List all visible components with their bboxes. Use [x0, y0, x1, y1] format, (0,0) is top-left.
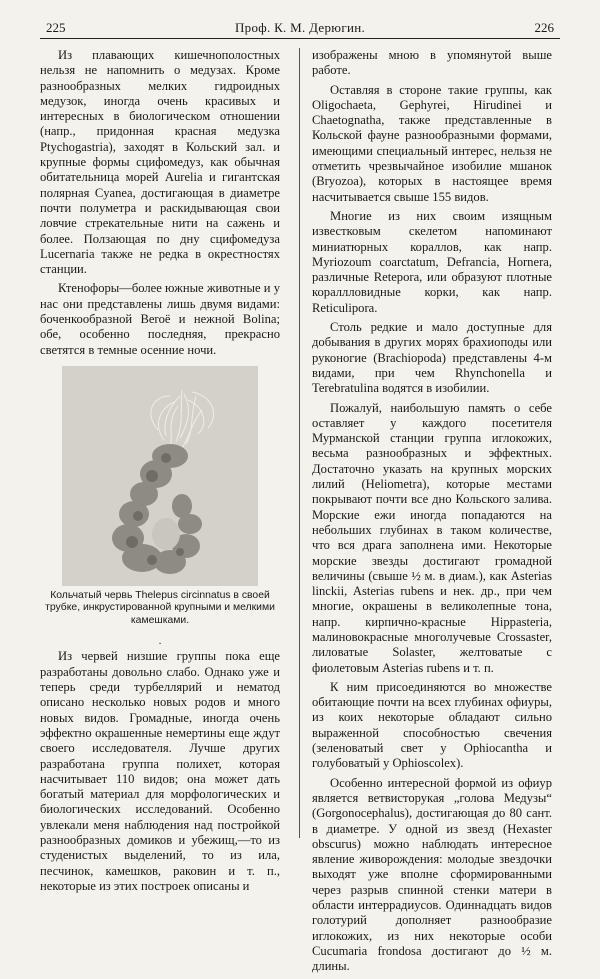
- paragraph-bryozoa: Оставляя в стороне такие группы, как Oligochaeta, Gephyrei, Hirudinei и Chaetognatha, также представленные в Кольской фауне разнообразными формами, имеющими специальный интерес, нельзя не отметить чрезвычайное изобилие мшанок (Bryozoa), которых в настоящее время насчитывается свыше 155 видов.: [312, 82, 552, 204]
- paragraph-gorgonocephalus: Особенно интересной формой из офиур является ветвисторукая „голова Медузы“ (Gorgonocephalus), достигающая до 80 сант. в диаметре. У одной из звезд (Hexaster obscurus) можно наблюдать интересное явление живорождения: молодые звездочки выходят уже вполне сформированными через разрыв спинной стенки матери в области интеррадиусов. Одиннадцать видов голотурий дополняет разнообразие иглокожих, из них некоторые особи Cucumaria frondosa достигают до ½ м. длины.: [312, 775, 552, 974]
- paragraph-skeleton: Многие из них своим изящным известковым скелетом напоминают миниатюрных кораллов, как напр. Myriozoum coarctatum, Defrancia, Hornera, различные Retepora, или образуют плотные кораллловидные корки, как напр. Reticulipora.: [312, 208, 552, 315]
- separator-dot: ·: [158, 639, 162, 651]
- paragraph-ctenophores: Ктенофоры—более южные животные и у нас они представлены лишь двумя видами: боченкообразной Beroë и нежной Bolina; обе, особенно последняя, прекрасно светятся в темные осенние ночи.: [40, 281, 280, 357]
- paragraph-worms: Из червей низшие группы пока еще разработаны довольно слабо. Однако уже и теперь среди турбеллярий и нематод описано несколько новых родов и много новых видов. Громадные, иногда очень эффектно окрашенные немертины еще ждут своего исследователя. Лучше других разработана группа полихет, которая насчитывает 110 видов; она может дать богатый материал для морфологических и биологических исследований. Особенно увлекали меня наблюдения над постройкой разнообразных домиков и убежищ,—то из студенистых выделений, то из ила, песчинок, камешков, раковин и т. п., некоторые из этих построек описаны и: [40, 649, 280, 893]
- left-column: [40, 48, 280, 898]
- paragraph-ophiuroids: К ним присоединяются во множестве обитающие почти на всех глубинах офиуры, из коих некоторые обладают сильно выраженной способностью свечения (зеленоватый свет у Ophiocantha и голубоватый у Ophioscolex).: [312, 679, 552, 771]
- figure-thelepus-photo: [62, 366, 258, 586]
- paragraph-medusae: Из плавающих кишечнополостных нельзя не напомнить о медузах. Кроме разнообразных мелких гидроидных медузок, иногда очень красивых и интересных в биологическом отношении (напр., придонная красная медузка Ptychogastria), заходят в Кольский зал. и крупные формы сцифомедуз, как обычная обитательница морей Aurelia и гигантская полярная Cyanea, достигающая в диаметре почти полуметра и раскидывающая свои ловчие стрекательные нити на сажень и более. Ползающая по дну сцифомедуза Lucernaria также не редка в окрестностях станции.: [40, 48, 280, 277]
- right-column: [312, 48, 552, 979]
- column-divider: [299, 48, 300, 838]
- page-number-left: 225: [46, 20, 66, 35]
- worm-tube-illustration: [62, 366, 258, 586]
- page-number-right: 226: [534, 20, 554, 35]
- figure-caption: Кольчатый червь Thelepus circinnatus в своей трубке, инкрустированной крупными и мелкими камешками.: [45, 589, 275, 626]
- paragraph-brachiopods: Столь редкие и мало доступные для добывания в других морях брахиоподы или руконогие (Brachiopoda) представлены 4-м видами, при чем Rhynchonella и Terebratulina водятся в изобилии.: [312, 320, 552, 396]
- paragraph-echinoderms: Пожалуй, наибольшую память о себе оставляет у каждого посетителя Мурманской станции группа иглокожих, весьма разнообразных и эффектных. Достаточно указать на крупных морских лилий (Heliometra), которые местами покрывают почти все дно Кольского залива. Морские ежи иногда попадаются на небольших глубинах в таком количестве, что вся драга заполнена ими. Некоторые морские звезды достигают громадной величины (свыше ½ м. в диам.), как Asterias linckii, Asterias rubens и нек. др., при чем многие, окрашены в великолепные тона, напр. кирпично-красные Hippasteria, малиновокрасные многолучевые Crossaster, лиловатые Solaster, желтоватые с фиолетовым Asterias rubens и т. п.: [312, 400, 552, 675]
- running-header: [40, 18, 560, 39]
- paragraph-continuation: изображены мною в упомянутой выше работе.: [312, 48, 552, 78]
- running-title: Проф. К. М. Дерюгин.: [234, 20, 366, 35]
